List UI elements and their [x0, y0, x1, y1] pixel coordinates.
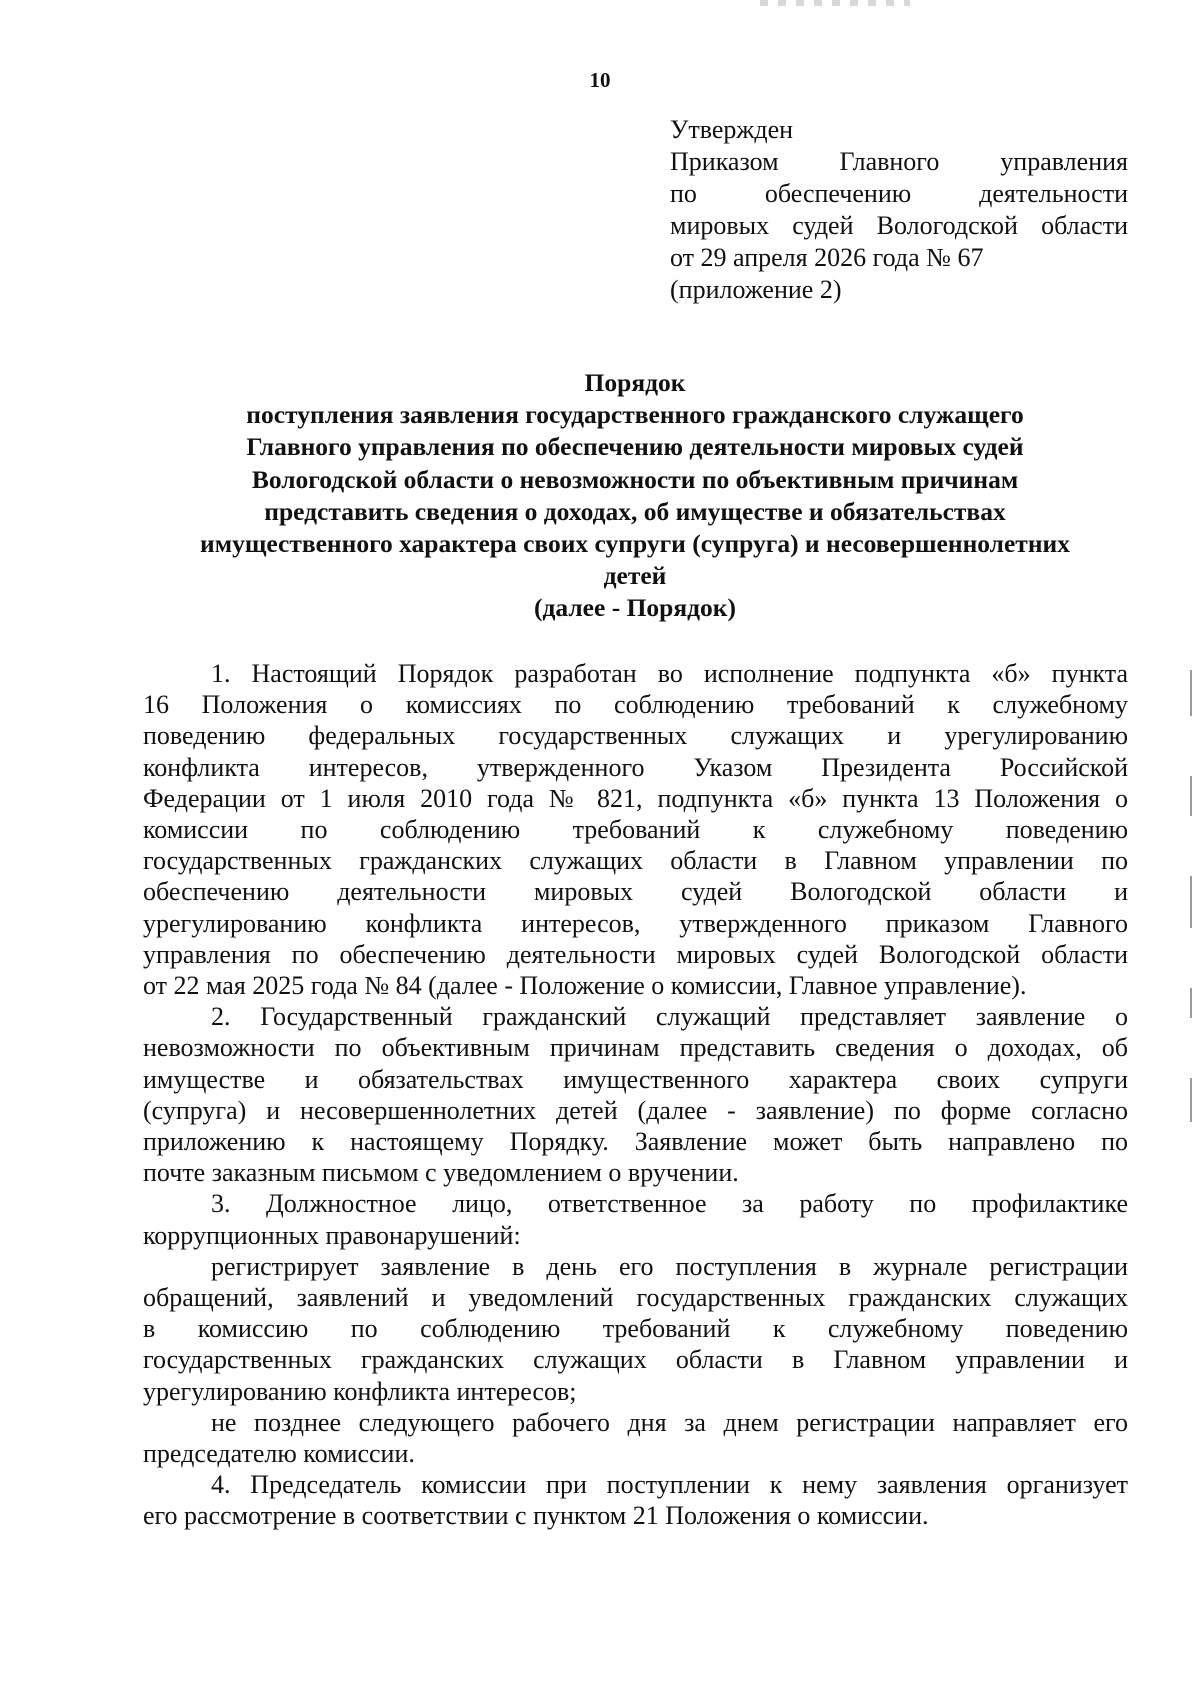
text-line: коррупционных правонарушений:: [143, 1220, 521, 1250]
paragraph-3-item-1: [143, 1251, 1128, 1407]
title-line: Порядок: [584, 368, 686, 397]
text-line: (супруга) и несовершеннолетних детей (далее - заявление) по форме согласно: [143, 1095, 1128, 1125]
text-line: государственных гражданских служащих области в Главном управлении и: [143, 1345, 1128, 1375]
text-line: регистрирует заявление в день его поступления в журнале регистрации: [211, 1251, 1128, 1281]
paragraph-3: [143, 1188, 1128, 1250]
document-body: [143, 658, 1128, 1532]
text-line: Федерации от 1 июля 2010 года № 821, подпункта «б» пункта 13 Положения о: [143, 783, 1128, 813]
approval-line: по обеспечению деятельности: [670, 179, 1128, 208]
page-number: 10: [589, 68, 611, 92]
text-line: почте заказным письмом с уведомлением о вручении.: [143, 1158, 739, 1188]
title-line: Вологодской области о невозможности по объективным причинам: [251, 464, 1019, 494]
scan-mark: [1190, 988, 1192, 1018]
text-line: от 22 мая 2025 года № 84 (далее - Положение о комиссии, Главное управление).: [143, 971, 1027, 1001]
text-line: невозможности по объективным причинам представить сведения о доходах, об: [143, 1033, 1128, 1063]
title-line: детей: [603, 561, 667, 591]
scan-mark: [1190, 776, 1192, 816]
text-line: 1. Настоящий Порядок разработан во исполнение подпункта «б» пункта: [211, 659, 1128, 688]
text-line: председателю комиссии.: [143, 1439, 415, 1469]
paragraph-4: [143, 1469, 1128, 1531]
text-line: 16 Положения о комиссиях по соблюдению требований к служебному: [143, 690, 1128, 720]
approval-line: Утвержден: [670, 115, 794, 144]
scan-artifact: [760, 0, 910, 6]
text-line: приложению к настоящему Порядку. Заявление может быть направлено по: [143, 1127, 1128, 1157]
approval-line: Приказом Главного управления: [670, 147, 1128, 176]
paragraph-3-item-2: [143, 1407, 1128, 1469]
text-line: управления по обеспечению деятельности мировых судей Вологодской области: [143, 939, 1128, 969]
text-line: не позднее следующего рабочего дня за днем регистрации направляет его: [211, 1407, 1128, 1437]
text-line: урегулированию конфликта интересов;: [143, 1376, 577, 1406]
document-title: [140, 367, 1130, 625]
text-line: поведению федеральных государственных служащих и урегулированию: [143, 721, 1128, 751]
scan-mark: [1190, 1078, 1192, 1122]
paragraph-1: [143, 658, 1128, 1001]
text-line: в комиссию по соблюдению требований к служебному поведению: [143, 1314, 1128, 1344]
title-line: представить сведения о доходах, об имуществе и обязательствах: [264, 496, 1006, 526]
text-line: урегулированию конфликта интересов, утвержденного приказом Главного: [143, 908, 1128, 938]
approval-line: от 29 апреля 2026 года № 67: [670, 243, 984, 272]
text-line: конфликта интересов, утвержденного Указом Президента Российской: [143, 752, 1128, 782]
text-line: 4. Председатель комиссии при поступлении к нему заявления организует: [211, 1470, 1128, 1500]
text-line: 2. Государственный гражданский служащий представляет заявление о: [211, 1002, 1128, 1032]
text-line: обеспечению деятельности мировых судей Вологодской области и: [143, 877, 1128, 907]
paragraph-2: [143, 1001, 1128, 1188]
text-line: 3. Должностное лицо, ответственное за работу по профилактике: [211, 1189, 1128, 1219]
approval-stamp-block: [670, 114, 1128, 306]
title-line: (далее - Порядок): [534, 593, 736, 623]
text-line: государственных гражданских служащих области в Главном управлении по: [143, 846, 1128, 876]
title-line: Главного управления по обеспечению деятельности мировых судей: [246, 432, 1024, 462]
scan-mark: [1190, 876, 1192, 928]
approval-line: (приложение 2): [670, 275, 842, 304]
title-line: имущественного характера своих супруги (супруга) и несовершеннолетних: [200, 529, 1070, 559]
scan-margin-marks: [1190, 670, 1194, 1182]
text-line: обращений, заявлений и уведомлений государственных гражданских служащих: [143, 1283, 1128, 1313]
title-line: поступления заявления государственного гражданского служащего: [246, 400, 1024, 430]
text-line: имуществе и обязательствах имущественного характера своих супруги: [143, 1064, 1128, 1094]
approval-line: мировых судей Вологодской области: [670, 211, 1128, 240]
scan-mark: [1190, 670, 1192, 716]
text-line: его рассмотрение в соответствии с пунктом 21 Положения о комиссии.: [143, 1501, 929, 1531]
text-line: комиссии по соблюдению требований к служебному поведению: [143, 815, 1128, 845]
